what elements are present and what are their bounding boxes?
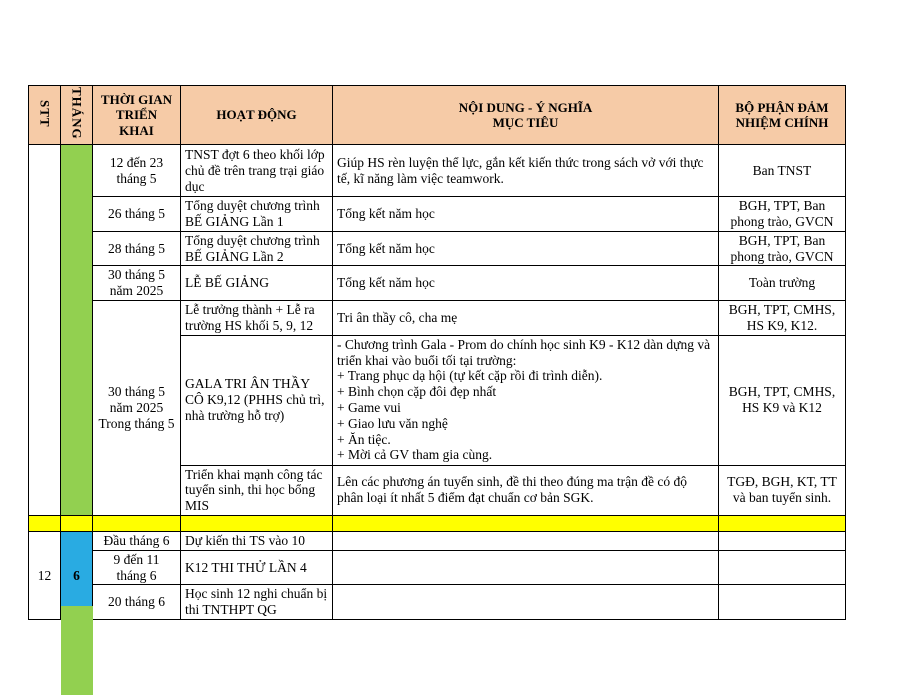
content-cell: Tri ân thầy cô, cha mẹ [333, 300, 719, 335]
department-cell [719, 550, 846, 585]
activity-cell: GALA TRI ÂN THẦY CÔ K9,12 (PHHS chủ trì, nhà trường hỗ trợ) [181, 335, 333, 465]
activity-cell: Triển khai mạnh công tác tuyển sinh, thi học bổng MIS [181, 465, 333, 515]
time-cell: Đầu tháng 6 [93, 531, 181, 550]
time-cell: 20 tháng 6 [93, 585, 181, 620]
separator-cell [719, 515, 846, 531]
time-cell-merged: 30 tháng 5 năm 2025 Trong tháng 5 [93, 300, 181, 515]
header-stt [29, 86, 61, 145]
activity-cell: Học sinh 12 nghi chuẩn bị thi TNTHPT QG [181, 585, 333, 620]
content-cell [333, 335, 719, 465]
header-stt-label: STT [37, 99, 53, 128]
department-cell: TGĐ, BGH, KT, TT và ban tuyển sinh. [719, 465, 846, 515]
stt-cell-month5 [29, 145, 61, 516]
content-cell: Lên các phương án tuyển sinh, đề thi theo đúng ma trận đề có độ phân loại ít nhất 5 điểm đạt chuẩn cơ bản SGK. [333, 465, 719, 515]
header-month [61, 86, 93, 145]
content-line: + Game vui [337, 400, 401, 416]
activity-cell: K12 THI THỬ LẦN 4 [181, 550, 333, 585]
separator-cell [93, 515, 181, 531]
content-cell: Giúp HS rèn luyện thể lực, gắn kết kiến thức trong sách vở với thực tế, kĩ năng làm việc teamwork. [333, 145, 719, 197]
department-cell: BGH, TPT, Ban phong trào, GVCN [719, 197, 846, 232]
separator-cell [61, 515, 93, 531]
content-line: + Trang phục dạ hội (tự kết cặp rồi đi trình diễn). [337, 368, 603, 384]
activity-cell: Lễ trưởng thành + Lễ ra trường HS khối 5, 9, 12 [181, 300, 333, 335]
separator-row [29, 515, 846, 531]
header-row [29, 86, 846, 145]
department-cell: BGH, TPT, Ban phong trào, GVCN [719, 231, 846, 266]
activity-cell: Dự kiến thi TS vào 10 [181, 531, 333, 550]
header-department: BỘ PHẬN ĐẢM NHIỆM CHÍNH [719, 86, 846, 145]
table-row [29, 300, 846, 335]
table-row [29, 231, 846, 266]
table-row [29, 585, 846, 620]
time-cell: 9 đến 11 tháng 6 [93, 550, 181, 585]
header-content-line2: MỤC TIÊU [492, 115, 559, 131]
header-content [333, 86, 719, 145]
activity-cell: Tổng duyệt chương trình BẾ GIẢNG Lần 1 [181, 197, 333, 232]
activity-cell: TNST đợt 6 theo khối lớp chủ đề trên trang trại giáo dục [181, 145, 333, 197]
content-line: + Mời cả GV tham gia cùng. [337, 447, 493, 463]
content-line: + Giao lưu văn nghệ [337, 415, 448, 431]
time-cell: 12 đến 23 tháng 5 [93, 145, 181, 197]
content-cell [333, 550, 719, 585]
header-month-label: THÁNG [69, 87, 85, 140]
table-row [29, 145, 846, 197]
stt-cell-month6: 12 [29, 531, 61, 619]
month-cell-5 [61, 145, 93, 516]
content-cell [333, 531, 719, 550]
separator-cell [29, 515, 61, 531]
time-cell: 28 tháng 5 [93, 231, 181, 266]
table-row [29, 266, 846, 301]
content-line: - Chương trình Gala - Prom do chính học sinh K9 - K12 dàn dựng và triển khai vào buổi tối tại trường: [337, 336, 711, 368]
time-cell: 26 tháng 5 [93, 197, 181, 232]
separator-cell [181, 515, 333, 531]
activity-cell: Tổng duyệt chương trình BẾ GIẢNG Lần 2 [181, 231, 333, 266]
department-cell: BGH, TPT, CMHS, HS K9 và K12 [719, 335, 846, 465]
content-cell: Tổng kết năm học [333, 266, 719, 301]
content-cell [333, 585, 719, 620]
table-row [29, 531, 846, 550]
header-activity: HOẠT ĐỘNG [181, 86, 333, 145]
month-cell-6: 6 [61, 531, 93, 619]
activity-cell: LỄ BẾ GIẢNG [181, 266, 333, 301]
content-cell: Tổng kết năm học [333, 231, 719, 266]
content-cell: Tổng kết năm học [333, 197, 719, 232]
separator-cell [333, 515, 719, 531]
schedule-table [28, 85, 846, 620]
content-line: + Bình chọn cặp đôi đẹp nhất [337, 384, 497, 400]
department-cell [719, 585, 846, 620]
department-cell: Ban TNST [719, 145, 846, 197]
department-cell: BGH, TPT, CMHS, HS K9, K12. [719, 300, 846, 335]
header-content-line1: NỘI DUNG - Ý NGHĨA [458, 99, 593, 115]
department-cell [719, 531, 846, 550]
time-cell: 30 tháng 5 năm 2025 [93, 266, 181, 301]
department-cell: Toàn trường [719, 266, 846, 301]
table-row [29, 550, 846, 585]
content-line: + Ăn tiệc. [337, 431, 391, 447]
table-row [29, 197, 846, 232]
next-month-color-strip [61, 606, 93, 695]
header-time: THỜI GIAN TRIỂN KHAI [93, 86, 181, 145]
